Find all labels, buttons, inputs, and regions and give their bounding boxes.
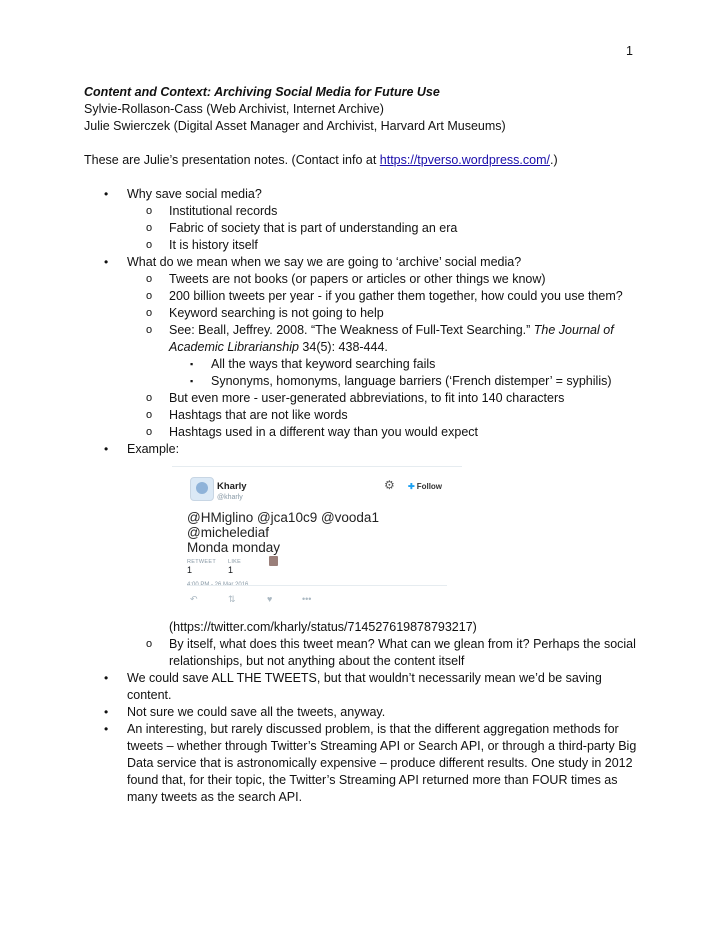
follow-button	[405, 477, 445, 496]
sub-list-item	[84, 390, 644, 407]
list-item	[84, 254, 644, 271]
sub-list-item	[84, 220, 644, 237]
author-line: Sylvie-Rollason-Cass (Web Archivist, Internet Archive)	[84, 102, 384, 116]
list-item-text: Why save social media?	[127, 187, 262, 201]
sub-list-item	[84, 237, 644, 254]
circle-bullet-icon: o	[146, 205, 153, 217]
tweet-body: Monda monday	[187, 540, 281, 555]
journal-title: The Journal of Academic Librarianship	[169, 323, 614, 354]
list-item	[84, 721, 644, 806]
sub-list-item-text: 200 billion tweets per year - if you gather them together, how could you use them?	[169, 289, 623, 303]
sub-list-item	[84, 203, 644, 220]
intro-text-end: .)	[549, 153, 558, 167]
circle-bullet-icon: o	[146, 392, 153, 404]
bullet-icon: •	[104, 442, 109, 456]
square-bullet-icon: ▪	[190, 359, 194, 369]
retweets-count: 1	[187, 565, 193, 575]
tweet-url-line	[84, 619, 644, 636]
tweet-screenshot	[172, 466, 462, 607]
sub-sub-list-item-text: All the ways that keyword searching fails	[211, 357, 436, 371]
divider	[187, 585, 447, 586]
page-number: 1	[626, 44, 633, 58]
list-item	[84, 704, 644, 721]
sub-list-item	[84, 322, 644, 356]
list-item-text: An interesting, but rarely discussed problem, is that the different aggregation methods for tweets – whether through Twitter’s Streaming API or Search API, or through a third-party Big Data service that is astronomically expensive – produce different results. One study in 2012 found that, for their topic, the Twitter’s Streaming API returned more than FOUR times as many tweets as the search API.	[127, 722, 637, 804]
sub-list-item	[84, 636, 644, 670]
sub-list-item-text: Fabric of society that is part of understanding an era	[169, 221, 458, 235]
sub-list-item-text: Tweets are not books (or papers or articles or other things we know)	[169, 272, 546, 286]
circle-bullet-icon: o	[146, 638, 153, 650]
intro-text: These are Julie’s presentation notes. (Contact info at	[84, 153, 380, 167]
sub-list-item-text: Institutional records	[169, 204, 278, 218]
circle-bullet-icon: o	[146, 426, 153, 438]
circle-bullet-icon: o	[146, 290, 153, 302]
circle-bullet-icon: o	[146, 307, 153, 319]
likes-label: LIKE	[228, 559, 242, 565]
liker-avatar	[269, 556, 278, 566]
list-item-text: Example:	[127, 442, 180, 456]
circle-bullet-icon: o	[146, 409, 153, 421]
sub-list-item-text: Keyword searching is not going to help	[169, 306, 384, 320]
circle-bullet-icon: o	[146, 273, 153, 285]
sub-list-item-text: Hashtags used in a different way than you would expect	[169, 425, 478, 439]
list-item-text: What do we mean when we say we are going to ‘archive’ social media?	[127, 255, 522, 269]
list-item	[84, 186, 644, 203]
notes-list	[84, 186, 644, 458]
tweet-author-name: Kharly	[217, 481, 247, 492]
document-title: Content and Context: Archiving Social Media for Future Use	[84, 85, 440, 99]
sub-list-item	[84, 424, 644, 441]
sub-list-item	[84, 305, 644, 322]
tweet-mentions: @HMiglino @jca10c9 @vooda1 @michelediaf	[187, 510, 379, 540]
bullet-icon: •	[104, 187, 109, 201]
tweet-author-handle: @kharly	[217, 494, 243, 501]
list-item-text: We could save ALL THE TWEETS, but that wouldn’t necessarily mean we’d be saving content.	[127, 671, 602, 702]
sub-sub-list-item	[84, 356, 644, 373]
retweet-icon: ⇅	[228, 594, 236, 604]
notes-list-continued	[84, 619, 644, 806]
person-plus-icon: ✚	[408, 482, 415, 491]
intro-line	[84, 152, 644, 169]
square-bullet-icon: ▪	[190, 376, 194, 386]
likes-count: 1	[228, 565, 234, 575]
contact-link[interactable]: https://tpverso.wordpress.com/	[379, 153, 550, 167]
circle-bullet-icon: o	[146, 324, 153, 336]
bullet-icon: •	[104, 705, 109, 719]
list-item	[84, 441, 644, 458]
follow-label: Follow	[416, 482, 443, 491]
avatar	[190, 477, 214, 501]
bullet-icon: •	[104, 722, 109, 736]
sub-list-item	[84, 271, 644, 288]
author-line: Julie Swierczek (Digital Asset Manager and Archivist, Harvard Art Museums)	[84, 119, 506, 133]
sub-list-item	[84, 407, 644, 424]
tweet-text	[187, 510, 462, 555]
sub-list-item-text: By itself, what does this tweet mean? What can we glean from it? Perhaps the social relationships, but not anything about the content itself	[169, 637, 636, 668]
circle-bullet-icon: o	[146, 222, 153, 234]
sub-list-item-text: Hashtags that are not like words	[169, 408, 348, 422]
citation-details: 34(5): 438-444.	[298, 340, 388, 354]
sub-list-item-text: But even more - user-generated abbreviations, to fit into 140 characters	[169, 391, 565, 405]
heart-icon: ♥	[267, 594, 273, 604]
sub-sub-list-item-text: Synonyms, homonyms, language barriers (‘French distemper’ = syphilis)	[211, 374, 612, 388]
retweets-label: RETWEET	[187, 559, 216, 565]
bullet-icon: •	[104, 671, 109, 685]
citation-text: See: Beall, Jeffrey. 2008. “The Weakness of Full-Text Searching.”	[169, 323, 534, 337]
reply-icon: ↶	[190, 594, 198, 604]
gear-icon: ⚙	[384, 478, 395, 492]
bullet-icon: •	[104, 255, 109, 269]
sub-list-item	[84, 288, 644, 305]
list-item	[84, 670, 644, 704]
sub-sub-list-item	[84, 373, 644, 390]
more-icon: •••	[302, 594, 312, 604]
sub-list-item-text: It is history itself	[169, 238, 258, 252]
circle-bullet-icon: o	[146, 239, 153, 251]
list-item-text: Not sure we could save all the tweets, anyway.	[127, 705, 386, 719]
document-body	[84, 84, 644, 806]
tweet-url: (https://twitter.com/kharly/status/714527619878793217)	[169, 620, 477, 634]
